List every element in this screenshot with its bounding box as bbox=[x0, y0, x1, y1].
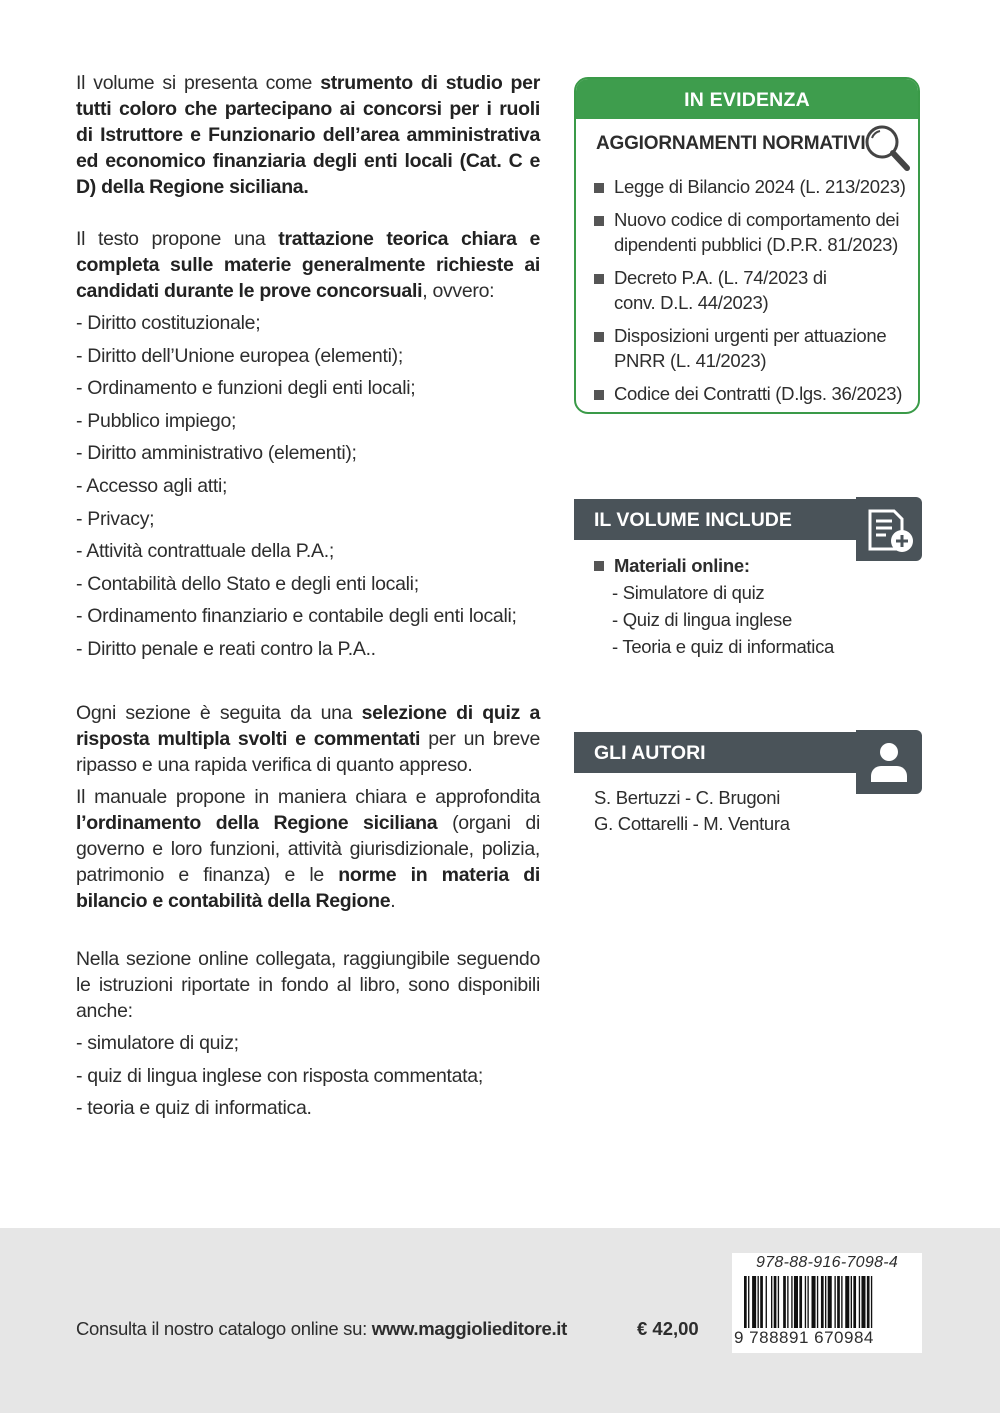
price: € 42,00 bbox=[637, 1318, 699, 1339]
document-add-icon bbox=[856, 497, 922, 561]
list-item: - Ordinamento finanziario e contabile degli enti locali; bbox=[76, 605, 517, 628]
list-item: - Diritto penale e reati contro la P.A.. bbox=[76, 637, 376, 660]
list-item: - Diritto costituzionale; bbox=[76, 312, 261, 334]
isbn-label: 978-88-916-7098-4 bbox=[756, 1254, 899, 1271]
bullet-icon bbox=[594, 274, 604, 284]
list-item: - teoria e quiz di informatica. bbox=[76, 1097, 312, 1120]
author-line: G. Cottarelli - M. Ventura bbox=[594, 813, 790, 834]
list-item: - Privacy; bbox=[76, 507, 155, 530]
list-item: - quiz di lingua inglese con risposta commentata; bbox=[76, 1064, 483, 1087]
user-icon bbox=[856, 730, 922, 794]
description-column bbox=[76, 70, 540, 1121]
bullet-icon bbox=[594, 183, 604, 193]
online-list bbox=[76, 1030, 540, 1121]
list-item: Decreto P.A. (L. 74/2023 di conv. D.L. 44/2023) bbox=[594, 265, 854, 315]
ean-number: 9 788891 670984 bbox=[734, 1328, 874, 1347]
author-line: S. Bertuzzi - C. Brugoni bbox=[594, 787, 781, 808]
list-item: - Simulatore di quiz bbox=[612, 582, 765, 603]
regione-paragraph: Il manuale propone in maniera chiara e approfondita l’ordinamento della Regione siciliana (organi di governo e loro funzioni, attività giurisdizionale, polizia, patrimonio e finanza) e le norme in materia di bilancio e contabilità della Regione. bbox=[76, 785, 540, 912]
intro-paragraph: Il volume si presenta come strumento di studio per tutti coloro che partecipano ai concorsi per i ruoli di Istruttore e Funzionario dell’area amministrativa ed economico finanziaria degli enti locali (Cat. C e D) della Regione siciliana. bbox=[76, 72, 540, 198]
list-item: - simulatore di quiz; bbox=[76, 1031, 239, 1054]
evidenza-list bbox=[594, 174, 914, 414]
list-item: - Quiz di lingua inglese bbox=[612, 609, 792, 630]
include-header: IL VOLUME INCLUDE bbox=[574, 499, 866, 540]
list-item: Nuovo codice di comportamento dei dipendenti pubblici (D.P.R. 81/2023) bbox=[594, 207, 914, 257]
authors-list bbox=[594, 785, 790, 837]
quiz-paragraph: Ogni sezione è seguita da una selezione di quiz a risposta multipla svolti e commentati per un breve ripasso e una rapida verifica di quanto appreso. bbox=[76, 701, 540, 776]
topics-list bbox=[76, 310, 540, 662]
bullet-icon bbox=[594, 390, 604, 400]
list-item: Codice dei Contratti (D.lgs. 36/2023) bbox=[594, 381, 914, 406]
include-list bbox=[594, 552, 834, 660]
bullet-icon bbox=[594, 216, 604, 226]
content-paragraph: Il testo propone una trattazione teorica chiara e completa sulle materie generalmente richieste ai candidati durante le prove concorsuali, ovvero: bbox=[76, 228, 540, 302]
list-item: - Diritto amministrativo (elementi); bbox=[76, 442, 357, 465]
bullet-icon bbox=[594, 332, 604, 342]
authors-header: GLI AUTORI bbox=[574, 732, 866, 773]
catalog-line: Consulta il nostro catalogo online su: www.maggiolieditore.it bbox=[76, 1318, 567, 1339]
list-item: Materiali online: bbox=[594, 552, 834, 579]
list-item: - Contabilità dello Stato e degli enti locali; bbox=[76, 572, 419, 595]
list-item: - Attività contrattuale della P.A.; bbox=[76, 540, 334, 563]
list-item: Disposizioni urgenti per attuazione PNRR (L. 41/2023) bbox=[594, 323, 914, 373]
list-item: - Ordinamento e funzioni degli enti locali; bbox=[76, 377, 416, 400]
list-item: - Pubblico impiego; bbox=[76, 409, 237, 432]
online-paragraph: Nella sezione online collegata, raggiungibile seguendo le istruzioni riportate in fondo al libro, sono disponibili anche: bbox=[76, 947, 540, 1022]
bullet-icon bbox=[594, 561, 604, 571]
magnifier-icon bbox=[862, 122, 912, 174]
evidenza-subtitle: AGGIORNAMENTI NORMATIVI bbox=[596, 133, 866, 154]
list-item: - Diritto dell’Unione europea (elementi); bbox=[76, 344, 403, 367]
list-item: - Accesso agli atti; bbox=[76, 474, 228, 497]
list-item: Legge di Bilancio 2024 (L. 213/2023) bbox=[594, 174, 914, 199]
catalog-link[interactable]: www.maggiolieditore.it bbox=[371, 1318, 567, 1339]
evidenza-title: IN EVIDENZA bbox=[576, 79, 918, 119]
list-item: - Teoria e quiz di informatica bbox=[612, 636, 835, 657]
